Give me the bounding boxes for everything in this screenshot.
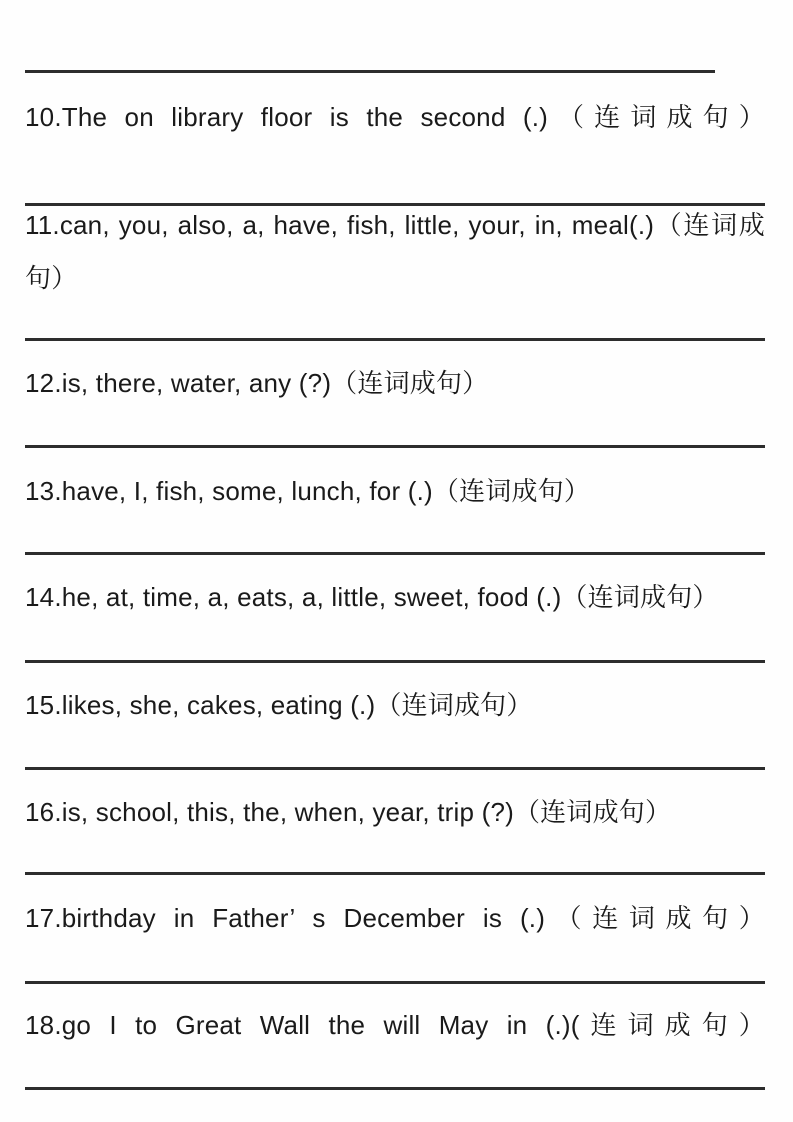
answer-line-9 — [25, 981, 765, 984]
question-15-text: 15.likes, she, cakes, eating (.)（连词成句） — [25, 690, 533, 720]
question-16-text: 16.is, school, this, the, when, year, trip (?)（连词成句） — [25, 797, 672, 827]
question-18-text: 18.go I to Great Wall the will May in (.)(连词成句） — [25, 1010, 765, 1040]
answer-line-5 — [25, 552, 765, 555]
question-17-text: 17.birthday in Father’ s December is (.)（连词成句） — [25, 903, 765, 933]
question-12-text: 12.is, there, water, any (?)（连词成句） — [25, 368, 489, 398]
answer-line-7 — [25, 767, 765, 770]
answer-line-10 — [25, 1087, 765, 1090]
question-13-text: 13.have, I, fish, some, lunch, for (.)（连词成句） — [25, 476, 591, 506]
question-14-text: 14.he, at, time, a, eats, a, little, sweet, food (.)（连词成句） — [25, 582, 719, 612]
answer-line-6 — [25, 660, 765, 663]
answer-line-4 — [25, 445, 765, 448]
answer-line-3 — [25, 338, 765, 341]
answer-line-8 — [25, 872, 765, 875]
answer-line-1 — [25, 70, 715, 73]
question-11-text: 11.can, you, also, a, have, fish, little, your, in, meal(.)（连词成句） — [25, 210, 765, 293]
question-10-text: 10.The on library floor is the second (.)（连词成句） — [25, 102, 765, 132]
